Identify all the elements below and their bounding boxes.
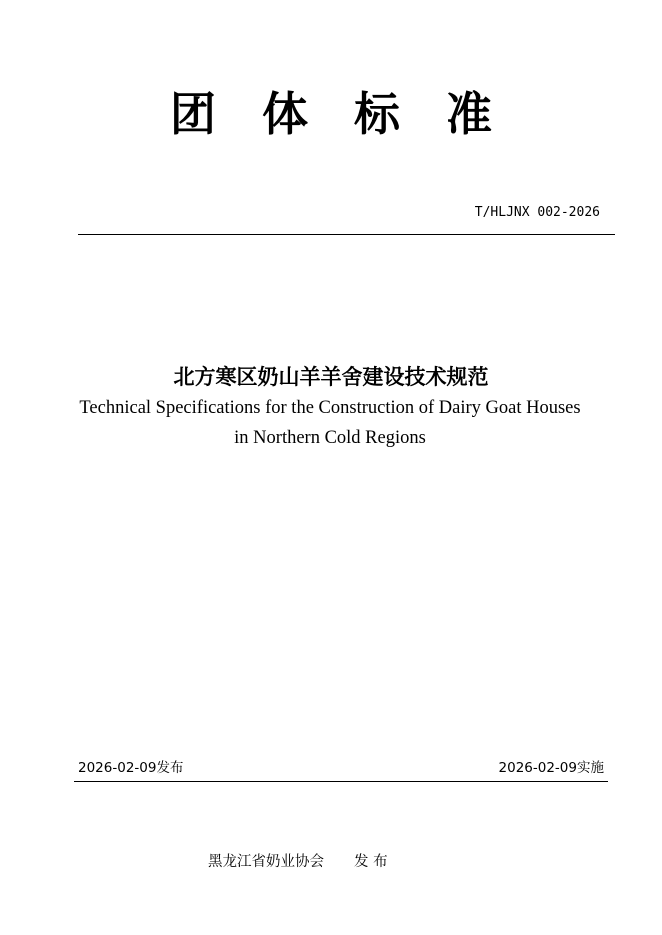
header-title bbox=[0, 84, 662, 144]
top-divider bbox=[78, 234, 615, 235]
standard-code: T/HLJNX 002-2026 bbox=[474, 205, 600, 220]
issue-date: 2026-02-09发布 bbox=[78, 760, 184, 776]
bottom-divider bbox=[74, 781, 608, 782]
effective-date: 2026-02-09实施 bbox=[498, 760, 604, 776]
header-char: 准 bbox=[446, 87, 492, 141]
header-char: 团 bbox=[170, 87, 216, 141]
header-char: 标 bbox=[354, 87, 400, 141]
publisher-action: 发 布 bbox=[354, 854, 388, 870]
publisher-name: 黑龙江省奶业协会 bbox=[208, 854, 324, 870]
publisher-line bbox=[208, 851, 388, 873]
header-char: 体 bbox=[262, 87, 308, 141]
title-english: Technical Specifications for the Construction of Dairy Goat Houses in Northern Cold Regions bbox=[79, 398, 581, 448]
title-chinese: 北方寒区奶山羊羊舍建设技术规范 bbox=[173, 365, 489, 389]
